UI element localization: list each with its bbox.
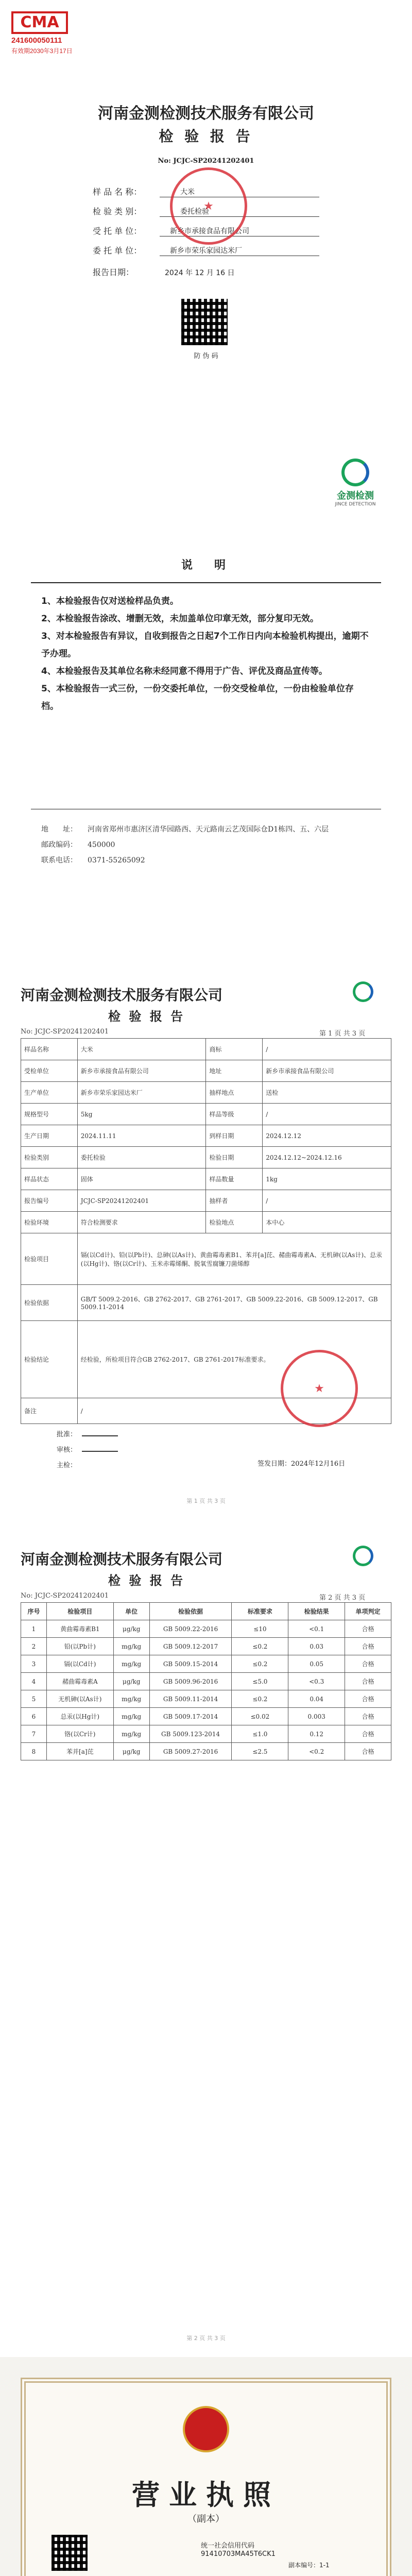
- jince-logo-en: JINCE DETECTION: [335, 502, 376, 507]
- results-cell: 铬(以Cr计): [46, 1725, 113, 1743]
- serial-value: 1-1: [319, 2562, 330, 2569]
- results-cell: 5: [21, 1690, 47, 1708]
- postcode-value: 450000: [88, 841, 115, 849]
- info-row: [21, 1060, 391, 1082]
- field-label: 样 品 名 称：: [93, 187, 142, 197]
- remark-value: /: [77, 1398, 391, 1424]
- results-row: [21, 1725, 391, 1743]
- field-value: 大米: [160, 187, 319, 197]
- page3-report-title: 检 验 报 告: [108, 1573, 185, 1588]
- license-subtitle: （副本）: [187, 2514, 225, 2524]
- jince-logo-icon: [353, 981, 373, 1002]
- info-value: 本中心: [263, 1212, 391, 1233]
- field-label: 检 验 类 别：: [93, 207, 142, 216]
- field-value: 新乡市承接食品有限公司: [160, 226, 319, 236]
- info-row: [21, 1190, 391, 1212]
- results-cell: <0.1: [288, 1620, 345, 1638]
- field-value: 新乡市荣乐家园达米厂: [160, 245, 319, 256]
- page3-jince-logo: [330, 1546, 397, 1566]
- page2-page-of: 第 1 页 共 3 页: [319, 1030, 366, 1038]
- address-label: 地 址：: [41, 825, 77, 834]
- items-label: 检验项目: [21, 1233, 78, 1285]
- jince-logo: [319, 459, 391, 507]
- phone-label: 联系电话：: [41, 856, 77, 865]
- results-cell: mg/kg: [113, 1690, 149, 1708]
- info-label: 检验类别: [21, 1147, 78, 1168]
- results-cell: mg/kg: [113, 1708, 149, 1725]
- note-item: 5、本检验报告一式三份，一份交委托单位，一份交受检单位，一份由检验单位存档。: [41, 684, 354, 711]
- info-row: [21, 1104, 391, 1125]
- results-cell: 6: [21, 1708, 47, 1725]
- info-row: [21, 1125, 391, 1147]
- info-row: [21, 1168, 391, 1190]
- cma-logo-text: CMA: [20, 13, 59, 31]
- results-cell: 无机砷(以As计): [46, 1690, 113, 1708]
- page2-org-name: 河南金测检测技术服务有限公司: [21, 987, 223, 1004]
- results-cell: 0.03: [288, 1638, 345, 1655]
- cover-org-name: 河南金测检测技术服务有限公司: [98, 105, 314, 123]
- info-value: /: [263, 1190, 391, 1212]
- signature-scribble: [82, 1435, 118, 1436]
- info-row: [21, 1212, 391, 1233]
- results-cell: 0.12: [288, 1725, 345, 1743]
- results-cell: GB 5009.27-2016: [149, 1743, 232, 1760]
- credit-label: 统一社会信用代码: [201, 2542, 255, 2550]
- info-value: 固体: [77, 1168, 206, 1190]
- address-row: [41, 822, 371, 837]
- results-cell: 合格: [345, 1690, 391, 1708]
- note-item: 4、本检验报告及其单位名称未经同意不得用于广告、评优及商品宣传等。: [41, 666, 328, 676]
- credit-code: 91410703MA45T6CK1: [201, 2550, 276, 2558]
- license-serial: [288, 2561, 330, 2569]
- date-value: 2024 年 12 月 16 日: [165, 269, 235, 277]
- page2-red-seal: ★: [281, 1350, 358, 1427]
- info-value: 2024.12.12: [263, 1125, 391, 1147]
- note-item: 2、本检验报告涂改、增删无效，未加盖单位印章无效，部分复印无效。: [41, 614, 319, 624]
- notes-page: [0, 523, 412, 961]
- results-cell: 合格: [345, 1638, 391, 1655]
- issue-date: 签发日期：2024年12月16日: [258, 1460, 346, 1468]
- business-license-page: [0, 2357, 412, 2576]
- info-label: 检验地点: [206, 1212, 263, 1233]
- results-cell: GB 5009.11-2014: [149, 1690, 232, 1708]
- sign-review: [57, 1443, 118, 1458]
- results-cell: ≤0.2: [232, 1690, 288, 1708]
- results-cell: 0.05: [288, 1655, 345, 1673]
- page2-jince-logo: [330, 981, 397, 1002]
- remark-label: 备注: [21, 1398, 78, 1424]
- info-value: 新乡市承接食品有限公司: [263, 1060, 391, 1082]
- signature-scribble: [82, 1451, 118, 1452]
- info-value: 1kg: [263, 1168, 391, 1190]
- results-cell: 镉(以Cd计): [46, 1655, 113, 1673]
- notes-list: [41, 592, 371, 715]
- results-cell: 合格: [345, 1655, 391, 1673]
- results-cell: GB 5009.17-2014: [149, 1708, 232, 1725]
- notes-title: 说 明: [181, 559, 231, 572]
- results-cell: ≤2.5: [232, 1743, 288, 1760]
- results-cell: ≤10: [232, 1620, 288, 1638]
- red-seal-stamp: ★: [170, 167, 247, 245]
- items-row: [21, 1233, 391, 1285]
- sign-review-label: 审核：: [57, 1446, 77, 1454]
- info-label: 样品状态: [21, 1168, 78, 1190]
- info-label: 样品名称: [21, 1039, 78, 1060]
- results-cell: 合格: [345, 1743, 391, 1760]
- results-cell: mg/kg: [113, 1638, 149, 1655]
- results-cell: ≤0.2: [232, 1655, 288, 1673]
- national-emblem-icon: [183, 2406, 229, 2452]
- sign-approve-label: 批准：: [57, 1431, 77, 1438]
- info-label: 到样日期: [206, 1125, 263, 1147]
- results-cell: GB 5009.15-2014: [149, 1655, 232, 1673]
- conclusion-value: 经检验，所检项目符合GB 2762-2017、GB 2761-2017标准要求。: [77, 1321, 391, 1398]
- results-cell: μg/kg: [113, 1743, 149, 1760]
- note-item: 3、对本检验报告有异议，自收到报告之日起7个工作日内向本检验机构提出，逾期不予办理。: [41, 631, 369, 659]
- qr-label: 防 伪 码: [194, 352, 218, 360]
- results-header-row: [21, 1603, 391, 1620]
- results-row: [21, 1743, 391, 1760]
- results-cell: μg/kg: [113, 1673, 149, 1690]
- results-row: [21, 1673, 391, 1690]
- results-cell: mg/kg: [113, 1655, 149, 1673]
- info-label: 规格型号: [21, 1104, 78, 1125]
- results-cell: 合格: [345, 1725, 391, 1743]
- results-cell: ≤0.02: [232, 1708, 288, 1725]
- items-value: 镉(以Cd计)、铅(以Pb计)、总砷(以As计)、黄曲霉毒素B1、苯并[a]芘、赭曲霉毒素A、无机砷(以As计)、总汞(以Hg计)、铬(以Cr计)、玉米赤霉烯酮、脱氧雪腐镰刀菌烯醇: [77, 1233, 391, 1285]
- serial-label: 副本编号：: [288, 2562, 320, 2569]
- field-value: 委托检验: [160, 206, 319, 217]
- sign-main-label: 主检：: [57, 1462, 77, 1469]
- results-header-cell: 检验项目: [46, 1603, 113, 1620]
- results-cell: GB 5009.123-2014: [149, 1725, 232, 1743]
- results-cell: <0.3: [288, 1673, 345, 1690]
- results-cell: GB 5009.12-2017: [149, 1638, 232, 1655]
- info-value: 新乡市荣乐家园达米厂: [77, 1082, 206, 1104]
- results-header-cell: 检验结果: [288, 1603, 345, 1620]
- info-row: [21, 1039, 391, 1060]
- results-cell: 4: [21, 1673, 47, 1690]
- info-label: 报告编号: [21, 1190, 78, 1212]
- results-cell: 2: [21, 1638, 47, 1655]
- info-label: 样品数量: [206, 1168, 263, 1190]
- results-cell: GB 5009.22-2016: [149, 1620, 232, 1638]
- results-cell: 1: [21, 1620, 47, 1638]
- info-value: JCJC-SP20241202401: [77, 1190, 206, 1212]
- phone-value: 0371-55265092: [88, 856, 145, 865]
- jince-logo-icon: [353, 1546, 373, 1566]
- conclusion-label: 检验结论: [21, 1321, 78, 1398]
- basis-value: GB/T 5009.2-2016、GB 2762-2017、GB 2761-2017、GB 5009.22-2016、GB 5009.12-2017、GB 5009.11-2014: [77, 1285, 391, 1321]
- phone-row: [41, 853, 371, 868]
- signature-block: [57, 1427, 118, 1473]
- results-cell: 合格: [345, 1708, 391, 1725]
- cert-number: 241600050111: [11, 36, 62, 45]
- postcode-label: 邮政编码：: [41, 841, 77, 849]
- cover-report-no: No: JCJC-SP20241202401: [158, 157, 254, 165]
- results-cell: <0.2: [288, 1743, 345, 1760]
- info-value: 符合检测要求: [77, 1212, 206, 1233]
- page2-report-title: 检 验 报 告: [108, 1009, 185, 1024]
- cover-page: [0, 0, 412, 523]
- contact-block: [41, 822, 371, 868]
- results-cell: 0.003: [288, 1708, 345, 1725]
- results-header-cell: 单项判定: [345, 1603, 391, 1620]
- info-label: 生产日期: [21, 1125, 78, 1147]
- info-row: [21, 1082, 391, 1104]
- license-title: 营业执照: [132, 2479, 280, 2511]
- page3-footer: 第 2 页 共 3 页: [186, 2335, 226, 2342]
- cma-logo: [11, 11, 68, 34]
- info-value: 送检: [263, 1082, 391, 1104]
- results-row: [21, 1655, 391, 1673]
- sign-main: [57, 1458, 118, 1473]
- cert-validity: 有效期2030年3月17日: [11, 47, 73, 55]
- jince-logo-cn: 金测检测: [337, 490, 374, 501]
- results-row: [21, 1620, 391, 1638]
- results-cell: 赭曲霉毒素A: [46, 1673, 113, 1690]
- info-value: 大米: [77, 1039, 206, 1060]
- info-label: 生产单位: [21, 1082, 78, 1104]
- results-cell: 7: [21, 1725, 47, 1743]
- info-label: 样品等级: [206, 1104, 263, 1125]
- results-cell: 铅(以Pb计): [46, 1638, 113, 1655]
- page3-org-name: 河南金测检测技术服务有限公司: [21, 1551, 223, 1568]
- page3-results-table: [21, 1602, 391, 1760]
- results-header-cell: 检验依据: [149, 1603, 232, 1620]
- info-value: 2024.11.11: [77, 1125, 206, 1147]
- basis-row: [21, 1285, 391, 1321]
- info-value: /: [263, 1104, 391, 1125]
- results-cell: GB 5009.96-2016: [149, 1673, 232, 1690]
- results-cell: 合格: [345, 1673, 391, 1690]
- results-cell: μg/kg: [113, 1620, 149, 1638]
- results-cell: 合格: [345, 1620, 391, 1638]
- field-label: 受 托 单 位：: [93, 226, 142, 236]
- results-cell: mg/kg: [113, 1725, 149, 1743]
- info-value: 5kg: [77, 1104, 206, 1125]
- info-label: 检验日期: [206, 1147, 263, 1168]
- results-cell: 0.04: [288, 1690, 345, 1708]
- anti-fake-qr-code: [181, 299, 228, 345]
- info-label: 受检单位: [21, 1060, 78, 1082]
- postcode-row: [41, 837, 371, 853]
- info-value: 委托检验: [77, 1147, 206, 1168]
- field-label: 委 托 单 位：: [93, 246, 142, 256]
- results-row: [21, 1708, 391, 1725]
- page2-footer: 第 1 页 共 3 页: [186, 1498, 226, 1504]
- report-page-1: [0, 961, 412, 1515]
- jince-logo-icon: [341, 459, 369, 486]
- page3-page-of: 第 2 页 共 3 页: [319, 1594, 366, 1602]
- note-item: 1、本检验报告仅对送检样品负责。: [41, 596, 179, 606]
- results-cell: ≤1.0: [232, 1725, 288, 1743]
- results-row: [21, 1690, 391, 1708]
- cover-report-title: 检 验 报 告: [159, 128, 253, 145]
- info-label: 检验环境: [21, 1212, 78, 1233]
- sign-approve: [57, 1427, 118, 1443]
- report-page-2: [0, 1515, 412, 2357]
- results-header-cell: 标准要求: [232, 1603, 288, 1620]
- basis-label: 检验依据: [21, 1285, 78, 1321]
- results-cell: ≤5.0: [232, 1673, 288, 1690]
- info-value: 新乡市承接食品有限公司: [77, 1060, 206, 1082]
- results-cell: 苯并[a]芘: [46, 1743, 113, 1760]
- results-cell: 黄曲霉毒素B1: [46, 1620, 113, 1638]
- results-header-cell: 单位: [113, 1603, 149, 1620]
- info-value: /: [263, 1039, 391, 1060]
- info-label: 抽样地点: [206, 1082, 263, 1104]
- notes-divider: [31, 582, 381, 583]
- results-cell: 3: [21, 1655, 47, 1673]
- results-header-cell: 序号: [21, 1603, 47, 1620]
- page3-report-no: No: JCJC-SP20241202401: [21, 1592, 109, 1600]
- date-label: 报告日期：: [93, 267, 134, 277]
- info-label: 商标: [206, 1039, 263, 1060]
- info-row: [21, 1147, 391, 1168]
- results-cell: ≤0.2: [232, 1638, 288, 1655]
- results-cell: 8: [21, 1743, 47, 1760]
- results-cell: 总汞(以Hg计): [46, 1708, 113, 1725]
- license-qr-code: [52, 2535, 88, 2571]
- info-value: 2024.12.12~2024.12.16: [263, 1147, 391, 1168]
- info-label: 抽样者: [206, 1190, 263, 1212]
- cover-date-row: [93, 256, 319, 278]
- info-label: 地址: [206, 1060, 263, 1082]
- results-row: [21, 1638, 391, 1655]
- address-value: 河南省郑州市惠济区清华园路西、天元路南云艺茂国际仓D1栋四、五、六层: [88, 825, 329, 834]
- page2-report-no: No: JCJC-SP20241202401: [21, 1028, 109, 1036]
